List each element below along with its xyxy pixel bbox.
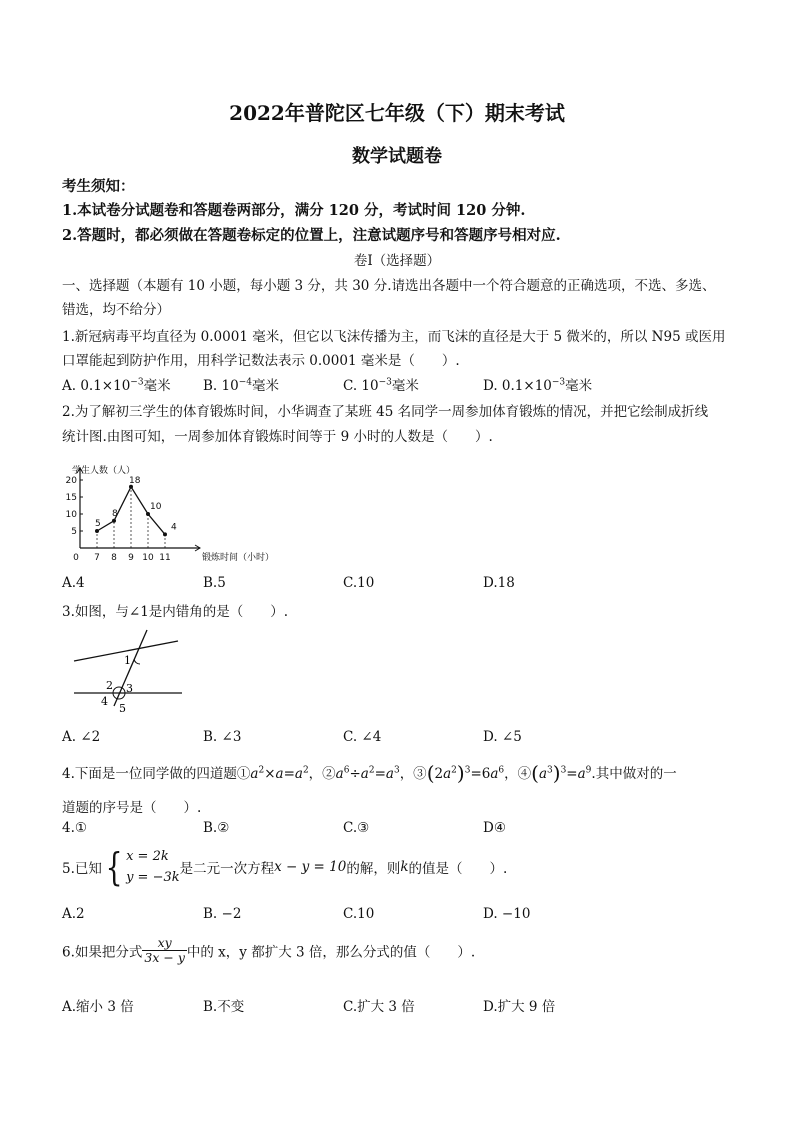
q2-stem-line1: 2.为了解初三学生的体育锻炼时间，小华调查了某班 45 名同学一周参加体育锻炼的情况，并把它绘制成折线 [62,404,709,420]
q2-option-d: D.18 [483,575,515,591]
angle-label-1: 1 [124,654,131,667]
q1-option-a: A. $0.1\times 10^{-3}$毫米 [62,377,171,394]
equation-system: x = 2k y = −3k [126,849,180,885]
q3-option-a: A. ∠2 [62,729,101,745]
notice-item-2: 2.答题时，都必须做在答题卷标定的位置上，注意试题序号和答题序号相对应. [62,227,561,244]
q5-stem: 5.已知{ x = 2k y = −3k 是二元一次方程x − y = 10的解，则k的值是（ ）. [62,845,508,889]
x-axis-label: 锻炼时间（小时） [202,553,275,563]
section-intro-line2: 错选，均不给分） [62,302,170,318]
x-tick-label: 10 [142,553,154,563]
q6-stem: 6.如果把分式 $\frac{xy}{3x - y}$ 中的 x，y 都扩大 3 倍，那么分式的值（ ）. [62,935,476,965]
q2-option-c: C.10 [343,575,375,591]
angle-1-arc [134,659,140,664]
q2-option-a: A.4 [62,575,85,591]
q1-stem-line1: 1.新冠病毒平均直径为 0.0001 毫米，但它以飞沫传播为主，而飞沫的直径是大于 5 微米的，所以 N95 或医用 [62,329,726,345]
q4-option-b: B.② [203,820,230,836]
x-tick-label: 11 [159,553,171,563]
angle-label-3: 3 [126,682,133,695]
q2-option-b: B.5 [203,575,226,591]
q5-option-d: D. −10 [483,906,531,922]
q6-option-b: B.不变 [203,999,245,1015]
q1-option-d: D. $0.1\times 10^{-3}$毫米 [483,377,593,394]
q3-option-c: C. ∠4 [343,729,382,745]
exam-subtitle: 数学试题卷 [352,146,442,167]
exam-title: 2022年普陀区七年级（下）期末考试 [229,101,565,125]
angle-label-5: 5 [119,702,126,715]
data-label: 8 [112,508,118,519]
y-tick-label: 20 [65,476,77,486]
y-tick-label: 10 [65,510,77,520]
y-tick-label: 15 [65,493,77,503]
section-label: 卷Ⅰ（选择题） [353,253,441,269]
data-point [163,532,167,536]
x-tick-label: 9 [128,553,134,563]
q4-stem-line1: 4.下面是一位同学做的四道题$①a^2\times a=a^2$，$②a^6\div a^2=a^3$，$③(2a^2)^3=6a^6$，$④(a^3)^3=a^9$.其中做对的一 [62,761,677,785]
q4-option-c: C.③ [343,820,370,836]
x-tick-label: 7 [94,553,100,563]
q3-option-b: B. ∠3 [203,729,242,745]
x-tick-label: 0 [73,553,79,563]
q2-stem-line2: 统计图.由图可知，一周参加体育锻炼时间等于 9 小时的人数是（ ）. [62,429,493,445]
q5-option-c: C.10 [343,906,375,922]
x-tick-label: 8 [111,553,117,563]
fraction: $\frac{xy}{3x - y}$ [144,935,185,965]
angle-label-4: 4 [101,695,108,708]
q5-option-b: B. −2 [203,906,242,922]
q4-option-d: D④ [483,820,506,836]
q1-option-b: B. $10^{-4}$毫米 [203,377,279,394]
data-point [146,512,150,516]
q3-option-d: D. ∠5 [483,729,522,745]
notice-item-1: 1.本试卷分试题卷和答题卷两部分，满分 120 分，考试时间 120 分钟. [62,202,526,219]
q4-option-a: 4.① [62,820,87,836]
q5-option-a: A.2 [62,906,85,922]
section-intro-line1: 一、选择题（本题有 10 小题，每小题 3 分，共 30 分.请选出各题中一个符合题意的正确选项，不选、多选、 [62,278,716,294]
data-label: 18 [129,475,141,486]
y-axis-label: 学生人数（人） [72,466,136,476]
q3-stem: 3.如图，与∠1是内错角的是（ ）. [62,604,289,620]
y-tick-label: 5 [71,527,77,537]
angle-label-2: 2 [106,679,113,692]
data-point [112,519,116,523]
data-label: 5 [95,519,101,529]
q6-option-a: A.缩小 3 倍 [62,999,134,1015]
parallel-lines-figure [68,626,186,716]
line-chart [60,460,290,565]
q4-stem-line2: 道题的序号是（ ）. [62,800,202,816]
data-label: 10 [150,502,162,512]
system-brace: { [105,845,123,889]
data-label: 4 [171,522,177,533]
q6-option-c: C.扩大 3 倍 [343,999,415,1015]
q1-option-c: C. $10^{-3}$毫米 [343,377,419,394]
q1-stem-line2: 口罩能起到防护作用，用科学记数法表示 0.0001 毫米是（ ）. [62,353,460,369]
q6-option-d: D.扩大 9 倍 [483,999,556,1015]
notice-heading: 考生须知： [62,178,135,195]
data-point [95,529,99,533]
